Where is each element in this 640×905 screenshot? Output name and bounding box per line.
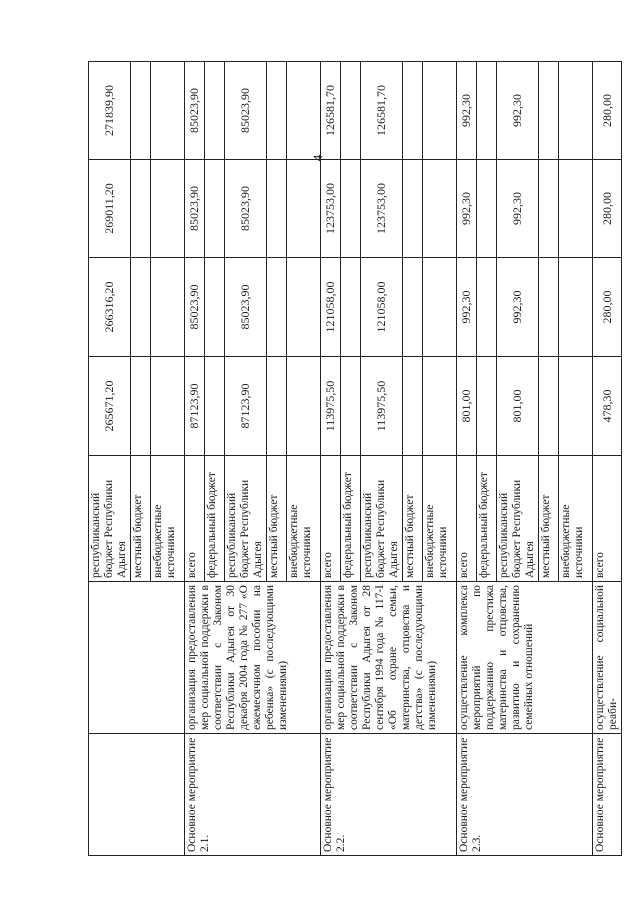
value-cell-4 [151,62,185,160]
source-cell: республиканский бюджет Республики Адыгея [497,456,539,582]
source-cell: внебюджетные источники [559,456,593,582]
page-number: 4 [310,154,325,162]
value-cell-2 [267,258,287,357]
value-cell-2 [205,258,225,357]
value-cell-1 [539,357,559,456]
value-cell-3: 123753,00 [361,160,403,258]
value-cell-3 [131,160,151,258]
value-cell-2 [151,258,185,357]
measure-cell [89,734,185,856]
value-cell-2: 992,30 [457,258,477,357]
value-cell-2 [403,258,423,357]
source-cell: всего [185,456,205,582]
source-cell: республиканский бюджет Республики Адыгея [361,456,403,582]
value-cell-4: 992,30 [457,62,477,160]
value-cell-2 [341,258,361,357]
value-cell-4 [423,62,457,160]
value-cell-4 [205,62,225,160]
table-stage [88,62,619,856]
value-cell-4: 280,00 [593,62,622,160]
value-cell-1: 113975,50 [361,357,403,456]
value-cell-1: 87123,90 [185,357,205,456]
value-cell-3 [559,160,593,258]
value-cell-1 [559,357,593,456]
action-cell: осуществление социальной реаби- [593,582,622,734]
value-cell-2: 85023,90 [225,258,267,357]
measure-cell: Основное мероприятие 2.2. [321,734,457,856]
value-cell-3 [205,160,225,258]
value-cell-1 [403,357,423,456]
value-cell-1 [205,357,225,456]
value-cell-4 [559,62,593,160]
value-cell-3 [403,160,423,258]
value-cell-1 [423,357,457,456]
action-cell: осуществление комплекса мероприятий по поддержанию престижа материнства и отцовства, развитию и сохранению семейных отношений [457,582,593,734]
value-cell-1: 801,00 [457,357,477,456]
source-cell: республиканский бюджет Республики Адыгея [89,456,131,582]
source-cell: местный бюджет [267,456,287,582]
value-cell-4 [539,62,559,160]
value-cell-4: 85023,90 [185,62,205,160]
source-cell: местный бюджет [539,456,559,582]
table-row [321,62,341,856]
table-row [457,62,477,856]
value-cell-1: 478,30 [593,357,622,456]
source-cell: внебюджетные источники [423,456,457,582]
value-cell-2: 992,30 [497,258,539,357]
source-cell: всего [457,456,477,582]
value-cell-2: 85023,90 [185,258,205,357]
value-cell-4: 126581,70 [361,62,403,160]
value-cell-4 [341,62,361,160]
value-cell-3: 280,00 [593,160,622,258]
value-cell-2 [287,258,321,357]
source-cell: федеральный бюджет [341,456,361,582]
value-cell-3: 992,30 [457,160,477,258]
source-cell: местный бюджет [131,456,151,582]
table-row [185,62,205,856]
value-cell-3: 269011,20 [89,160,131,258]
action-cell: организация предоставления мер социальной поддержки в соответствии с Законом Республики Адыгея от 28 сентября 1994 года № 117-I «Об охране семьи, материнства, отцовства и детства» (с последующими изменениями) [321,582,457,734]
source-cell: внебюджетные источники [151,456,185,582]
value-cell-4 [403,62,423,160]
value-cell-3 [341,160,361,258]
table-body [89,62,622,856]
value-cell-2: 121058,00 [361,258,403,357]
value-cell-1 [341,357,361,456]
value-cell-3: 85023,90 [185,160,205,258]
value-cell-2 [423,258,457,357]
value-cell-2: 121058,00 [321,258,341,357]
source-cell: всего [321,456,341,582]
rotated-table [88,62,619,856]
value-cell-3 [539,160,559,258]
value-cell-1: 801,00 [497,357,539,456]
value-cell-3 [477,160,497,258]
value-cell-4: 992,30 [497,62,539,160]
value-cell-2 [539,258,559,357]
value-cell-2: 266316,20 [89,258,131,357]
value-cell-1 [267,357,287,456]
value-cell-4 [131,62,151,160]
action-cell [89,582,185,734]
source-cell: республиканский бюджет Республики Адыгея [225,456,267,582]
value-cell-1 [151,357,185,456]
value-cell-1: 113975,50 [321,357,341,456]
value-cell-3: 123753,00 [321,160,341,258]
value-cell-3: 85023,90 [225,160,267,258]
value-cell-2 [131,258,151,357]
value-cell-4: 126581,70 [321,62,341,160]
value-cell-3 [287,160,321,258]
value-cell-2 [477,258,497,357]
value-cell-1: 265671,20 [89,357,131,456]
source-cell: местный бюджет [403,456,423,582]
table-row [89,62,131,856]
value-cell-4: 85023,90 [225,62,267,160]
measure-cell: Основное мероприятие [593,734,622,856]
value-cell-2: 280,00 [593,258,622,357]
measure-cell: Основное мероприятие 2.1. [185,734,321,856]
value-cell-1: 87123,90 [225,357,267,456]
action-cell: организация предоставления мер социальной поддержки в соответствии с Законом Республики Адыгея от 30 декабря 2004 года № 277 «О ежемесячном пособии на ребенка» (с последующими изменениями) [185,582,321,734]
source-cell: федеральный бюджет [477,456,497,582]
table-row [593,62,622,856]
value-cell-1 [287,357,321,456]
value-cell-4 [477,62,497,160]
value-cell-4: 271839,90 [89,62,131,160]
source-cell: федеральный бюджет [205,456,225,582]
value-cell-1 [131,357,151,456]
value-cell-3 [151,160,185,258]
value-cell-1 [477,357,497,456]
value-cell-3 [423,160,457,258]
measure-cell: Основное мероприятие 2.3. [457,734,593,856]
value-cell-4 [267,62,287,160]
source-cell: всего [593,456,622,582]
value-cell-2 [559,258,593,357]
budget-table [88,61,622,856]
value-cell-3: 992,30 [497,160,539,258]
value-cell-4 [287,62,321,160]
value-cell-3 [267,160,287,258]
source-cell: внебюджетные источники [287,456,321,582]
